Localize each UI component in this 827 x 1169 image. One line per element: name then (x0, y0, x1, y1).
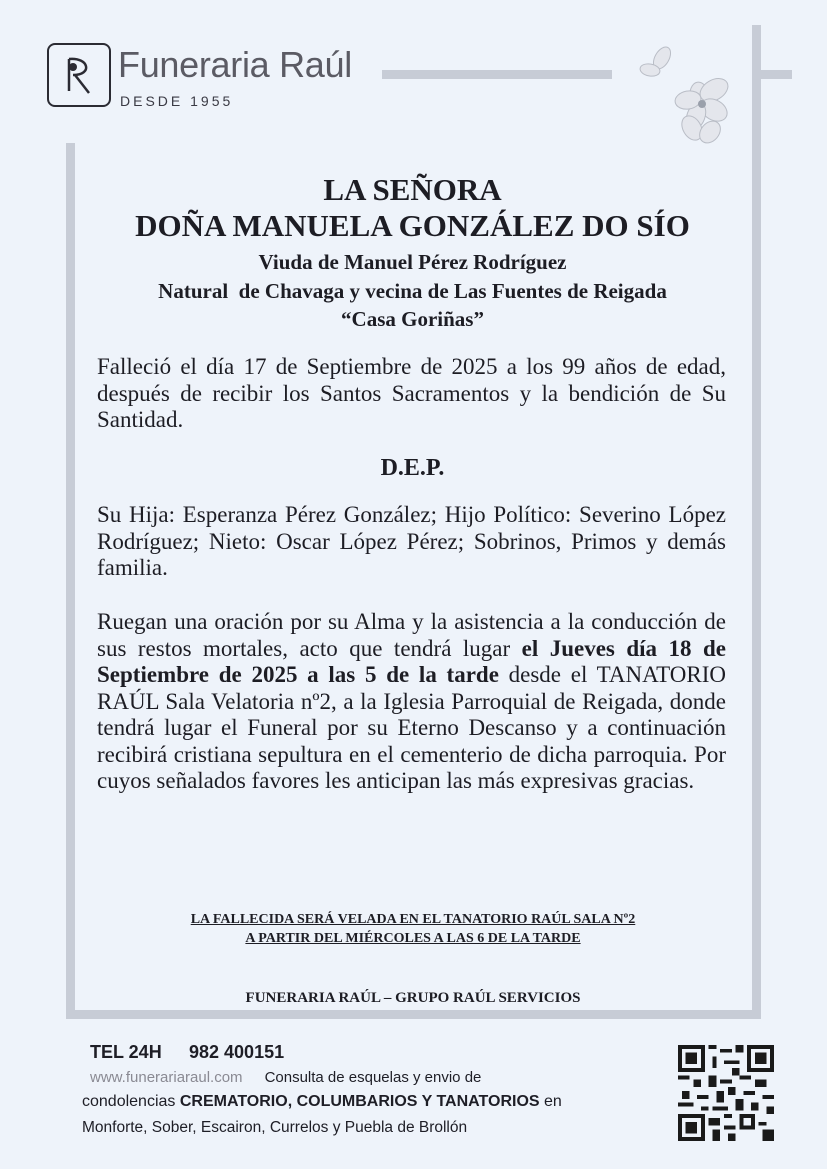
contact-line1 (90, 1069, 481, 1086)
brand-since: DESDE 1955 (120, 93, 234, 109)
contact-text2-suffix: en (539, 1093, 562, 1110)
deceased-name: DOÑA MANUELA GONZÁLEZ DO SÍO (135, 208, 690, 243)
frame-bar-right (752, 25, 761, 1018)
flower-decoration-icon (622, 28, 742, 148)
logo-r-icon (49, 45, 109, 105)
contact-text2-prefix: condolencias (82, 1093, 180, 1110)
frame-bar-top (382, 70, 612, 79)
contact-text1: Consulta de esquelas y envio de (264, 1069, 482, 1086)
wake-notice-line2: A PARTIR DEL MIÉRCOLES A LAS 6 DE LA TARDE (245, 931, 581, 946)
house-name: “Casa Goriñas” (341, 307, 484, 331)
wake-notice-line1: LA FALLECIDA SERÁ VELADA EN EL TANATORIO RAÚL SALA Nº2 (190, 912, 636, 927)
ceremony-date: el Jueves día 18 de Septiembre de 2025 a las 5 de la tarde (97, 635, 726, 687)
title-honorific: LA SEÑORA (323, 172, 502, 207)
widow-of: Viuda de Manuel Pérez Rodríguez (258, 250, 567, 274)
contact-line3: Monforte, Sober, Escairon, Currelos y Puebla de Brollón (82, 1119, 468, 1136)
qr-code-icon[interactable] (676, 1045, 776, 1141)
footer-org: FUNERARIA RAÚL – GRUPO RAÚL SERVICIOS (245, 990, 581, 1006)
ceremony-part1: Ruegan una oración por su Alma y la asistencia a la conducción de sus restos mortales, acto que tendrá lugar (97, 609, 726, 661)
rip-text: D.E.P. (380, 455, 445, 481)
website-link[interactable]: www.funerariaraul.com (90, 1069, 243, 1086)
ceremony-text (97, 609, 726, 795)
ceremony-part2: desde el TANATORIO RAÚL Sala Velatoria nº2, a la Iglesia Parroquial de Reigada, donde tendrá lugar el Funeral por su Eterno Descanso y a continuación recibirá cristiana sepultura en el cementerio de dicha parroquia. Por cuyos señalados favores les anticipan las más expresivas gracias. (97, 662, 726, 793)
tel-label: TEL 24H (90, 1042, 162, 1062)
tel-number[interactable]: 982 400151 (189, 1042, 285, 1062)
contact-line2 (82, 1093, 562, 1111)
brand-name: Funeraria Raúl (118, 44, 352, 85)
family-list: Su Hija: Esperanza Pérez González; Hijo Político: Severino López Rodríguez; Nieto: Oscar López Pérez; Sobrinos, Primos y demás familia. (97, 502, 726, 580)
contact-text2-bold: CREMATORIO, COLUMBARIOS Y TANATORIOS (179, 1093, 540, 1110)
funeraria-logo (47, 43, 111, 107)
frame-bar-left (66, 143, 75, 1018)
frame-bar-bottom (66, 1010, 761, 1019)
origin: Natural de Chavaga y vecina de Las Fuentes de Reigada (158, 279, 667, 303)
death-notice: Falleció el día 17 de Septiembre de 2025 a los 99 años de edad, después de recibir los Santos Sacramentos y la bendición de Su Santidad. (97, 354, 726, 432)
